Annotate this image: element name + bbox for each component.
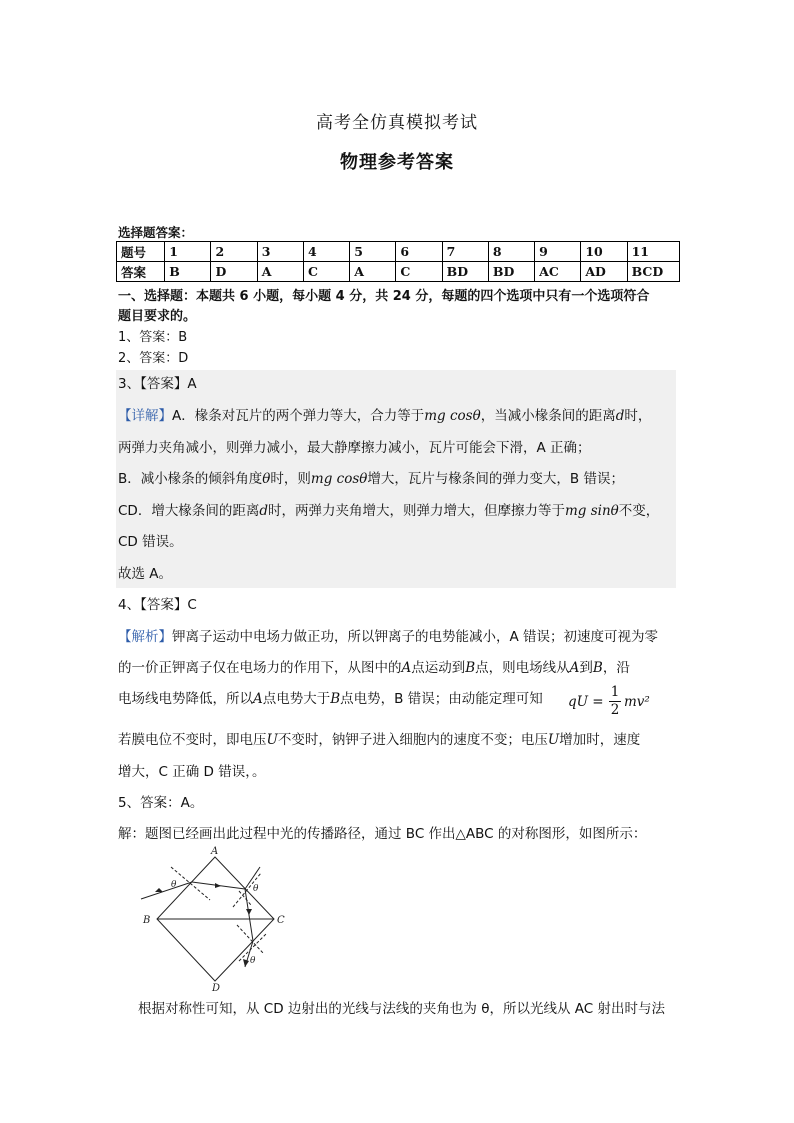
question-number: 8: [488, 242, 534, 262]
answer-cell: A: [257, 262, 303, 282]
q3-line-5: CD 错误。: [118, 534, 183, 550]
q4-line-4: 若膜电位不变时，即电压U不变时，钠钾子进入细胞内的速度不变；电压U增加时，速度: [118, 732, 641, 748]
formula: mg sinθ: [564, 503, 619, 519]
question-number: 10: [581, 242, 627, 262]
q5-answer: 5、答案：A。: [118, 795, 204, 811]
angle-label: θ: [171, 880, 177, 890]
answer-cell: C: [396, 262, 442, 282]
q3-line-4: CD．增大椽条间的距离d时，两弹力夹角增大，则弹力增大，但摩擦力等于mg sinθ不变，: [118, 503, 660, 519]
q3-line-2: 两弹力夹角减小，则弹力减小，最大静摩擦力减小，瓦片可能会下滑，A 正确；: [118, 440, 591, 456]
question-number: 4: [303, 242, 349, 262]
vertex-label-a: A: [211, 846, 219, 857]
question-number: 5: [350, 242, 396, 262]
table-row-answers: [117, 262, 680, 282]
analysis-tag: 【解析】: [118, 629, 172, 645]
row-header-number: 题号: [117, 242, 165, 262]
q3-answer: 3、【答案】A: [118, 376, 197, 392]
normal-line: [237, 925, 263, 953]
q1-answer: 1、答案：B: [118, 330, 188, 345]
q3-line-1: 【详解】A．椽条对瓦片的两个弹力等大，合力等于mg cosθ，当减小椽条间的距离d时，: [118, 408, 652, 424]
answer-cell: A: [350, 262, 396, 282]
question-number: 6: [396, 242, 442, 262]
section-heading-cont: 题目要求的。: [118, 309, 197, 324]
answer-cell: BD: [488, 262, 534, 282]
mc-answer-table: [116, 241, 680, 282]
incident-ray: [141, 882, 192, 899]
question-number: 9: [535, 242, 581, 262]
answer-key-title: 物理参考答案: [340, 152, 454, 173]
question-number: 3: [257, 242, 303, 262]
q3-conclusion: 故选 A。: [118, 566, 173, 582]
table-row-numbers: [117, 242, 680, 262]
vertex-label-c: C: [277, 915, 285, 926]
question-number: 1: [165, 242, 211, 262]
answer-cell: D: [211, 262, 257, 282]
q5-line-1: 解：题图已经画出此过程中光的传播路径，通过 BC 作出△ABC 的对称图形，如图所示：: [118, 826, 647, 842]
prism-diagram: [135, 845, 295, 995]
question-number: 7: [442, 242, 488, 262]
angle-label: θ: [253, 884, 259, 894]
q2-answer: 2、答案：D: [118, 351, 189, 366]
exam-title: 高考全仿真模拟考试: [316, 113, 478, 133]
row-header-answer: 答案: [117, 262, 165, 282]
question-number: 11: [627, 242, 679, 262]
q4-line-5: 增大，C 正确 D 错误，。: [118, 764, 266, 780]
answer-cell: AC: [535, 262, 581, 282]
formula: mg cosθ: [310, 471, 368, 487]
section-heading: 一、选择题：本题共 6 小题，每小题 4 分，共 24 分，每题的四个选项中只有一个选项符合: [118, 289, 650, 304]
q5-line-2: 根据对称性可知，从 CD 边射出的光线与法线的夹角也为 θ，所以光线从 AC 射出时与法: [138, 1001, 665, 1017]
q4-line-2: 的一价正钾离子仅在电场力的作用下，从图中的A点运动到B点，则电场线从A到B，沿: [118, 660, 630, 676]
q4-line-1: 【解析】钾离子运动中电场力做正功，所以钾离子的电势能减小，A 错误；初速度可视为零: [118, 629, 659, 645]
mc-answers-label: 选择题答案：: [118, 225, 194, 240]
answer-cell: B: [165, 262, 211, 282]
answer-cell: C: [303, 262, 349, 282]
formula: mg cosθ: [424, 408, 481, 424]
q4-line-3: 电场线电势降低，所以A点电势大于B点电势，B 错误；由动能定理可知: [118, 691, 543, 707]
answer-cell: AD: [581, 262, 627, 282]
detail-tag: 【详解】: [118, 408, 172, 424]
q3-line-3: B．减小椽条的倾斜角度θ时，则mg cosθ增大，瓦片与椽条间的弹力变大，B 错误；: [118, 471, 624, 487]
q4-answer: 4、【答案】C: [118, 597, 197, 613]
answer-cell: BCD: [627, 262, 679, 282]
angle-label: θ: [250, 956, 256, 966]
vertex-label-b: B: [143, 915, 151, 926]
vertex-label-d: D: [212, 983, 221, 994]
question-number: 2: [211, 242, 257, 262]
answer-cell: BD: [442, 262, 488, 282]
